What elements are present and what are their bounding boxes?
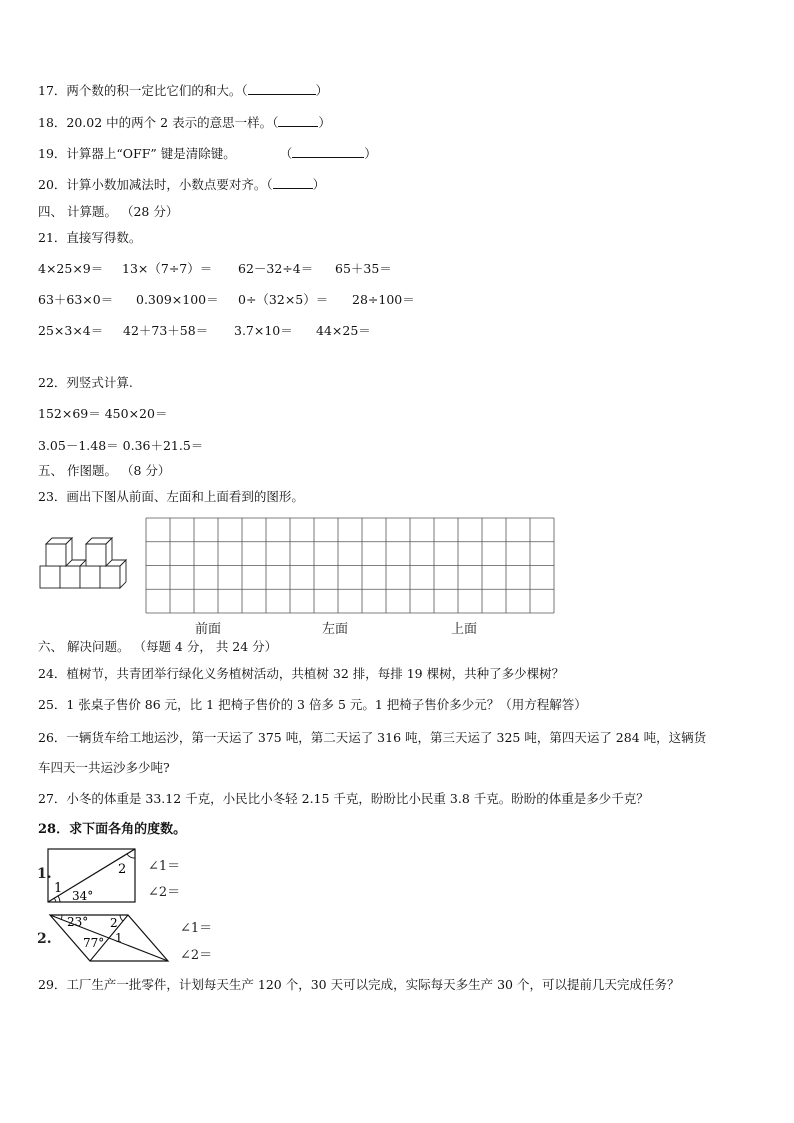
bracket-close: ） — [364, 146, 377, 161]
question-27: 27．小冬的体重是 33.12 千克，小民比小冬轻 2.15 千克，盼盼比小民重 3.8 千克。盼盼的体重是多少千克？ — [38, 791, 649, 806]
figure-1-rectangle — [46, 847, 138, 905]
section-heading-calc: 四、 计算题。 （28 分） — [38, 204, 179, 219]
view-label-top: 上面 — [451, 622, 478, 637]
figure-2-given-angle-b: 77° — [83, 936, 105, 950]
figure-2-angle-1: 1 — [115, 931, 123, 945]
vertical-calc-row: 152×69＝ 450×20＝ — [38, 406, 168, 421]
question-25: 25．1 张桌子售价 86 元，比 1 把椅子售价的 3 倍多 5 元。1 把椅子售价多少元？（用方程解答） — [38, 697, 587, 712]
bracket-close: ） — [315, 83, 329, 98]
oral-item: 63＋63×0＝ — [38, 292, 114, 307]
question-text: 计算器上“OFF” 键是清除键。 — [66, 146, 236, 161]
figure-1-label: 1. — [37, 866, 52, 882]
answer-blank[interactable] — [248, 84, 316, 95]
figure-2-label: 2. — [37, 931, 52, 947]
figure-1-given-angle: 34° — [72, 889, 94, 903]
oral-item: 42＋73＋58＝ — [123, 323, 209, 338]
drawing-grid[interactable] — [145, 517, 556, 615]
question-22: 22．列竖式计算. — [38, 375, 133, 390]
question-26-continued: 车四天一共运沙多少吨? — [38, 760, 170, 775]
oral-item: 3.7×10＝ — [234, 323, 293, 338]
question-18 — [38, 115, 331, 131]
question-20 — [38, 177, 325, 193]
section-heading-problems: 六、 解决问题。 （每题 4 分， 共 24 分） — [38, 639, 278, 654]
question-17 — [38, 83, 328, 99]
oral-item: 4×25×9＝ — [38, 261, 104, 276]
answer-blank[interactable] — [273, 178, 313, 189]
answer-blank[interactable] — [278, 116, 318, 127]
figure-1-answer-1: ∠1＝ — [148, 859, 181, 874]
figure-2-answer-2: ∠2＝ — [180, 948, 213, 963]
answer-blank[interactable] — [292, 147, 364, 158]
oral-item: 0.309×100＝ — [136, 292, 219, 307]
section-heading-drawing: 五、 作图题。 （8 分） — [38, 463, 171, 478]
question-19 — [38, 146, 377, 162]
oral-item: 44×25＝ — [316, 323, 371, 338]
question-24: 24．植树节，共青团举行绿化义务植树活动，共植树 32 排，每排 19 棵树，共种了多少棵树？ — [38, 666, 565, 681]
figure-2-answer-1: ∠1＝ — [180, 921, 213, 936]
figure-1-answer-2: ∠2＝ — [148, 885, 181, 900]
figure-1-angle-1: 1 — [54, 881, 63, 896]
figure-2-angle-2: 2 — [110, 916, 118, 930]
vertical-calc-row: 3.05－1.48＝ 0.36＋21.5＝ — [38, 438, 204, 453]
question-number: 20． — [38, 177, 67, 192]
oral-item: 0÷（32×5）＝ — [238, 292, 329, 307]
figure-2-parallelogram — [48, 912, 172, 964]
question-23: 23．画出下图从前面、左面和上面看到的图形。 — [38, 489, 304, 504]
oral-item: 62－32÷4＝ — [238, 261, 314, 276]
question-number: 19． — [38, 146, 67, 161]
oral-item: 25×3×4＝ — [38, 323, 104, 338]
question-text: 20.02 中的两个 2 表示的意思一样。（ — [66, 115, 279, 130]
question-26: 26．一辆货车给工地运沙，第一天运了 375 吨，第二天运了 316 吨，第三天运了 325 吨，第四天运了 284 吨，这辆货 — [38, 730, 707, 745]
question-28: 28．求下面各角的度数。 — [38, 822, 187, 837]
view-label-left: 左面 — [322, 622, 349, 637]
question-number: 18． — [38, 115, 67, 130]
question-21: 21．直接写得数。 — [38, 230, 142, 245]
bracket-close: ） — [318, 115, 331, 130]
figure-1-angle-2: 2 — [118, 862, 127, 877]
oral-item: 13×（7÷7）＝ — [122, 261, 213, 276]
bracket-close: ） — [312, 177, 326, 192]
cube-stack-figure — [38, 536, 130, 592]
figure-2-given-angle-a: 23° — [67, 915, 89, 929]
question-text: 两个数的积一定比它们的和大。（ — [66, 83, 248, 98]
question-number: 17． — [38, 83, 67, 98]
bracket-open: （ — [279, 146, 293, 161]
question-text: 计算小数加减法时，小数点要对齐。（ — [66, 177, 273, 192]
view-label-front: 前面 — [195, 622, 222, 637]
oral-item: 65＋35＝ — [335, 261, 392, 276]
oral-item: 28÷100＝ — [352, 292, 415, 307]
question-29: 29．工厂生产一批零件，计划每天生产 120 个，30 天可以完成，实际每天多生产 30 个，可以提前几天完成任务？ — [38, 977, 680, 992]
